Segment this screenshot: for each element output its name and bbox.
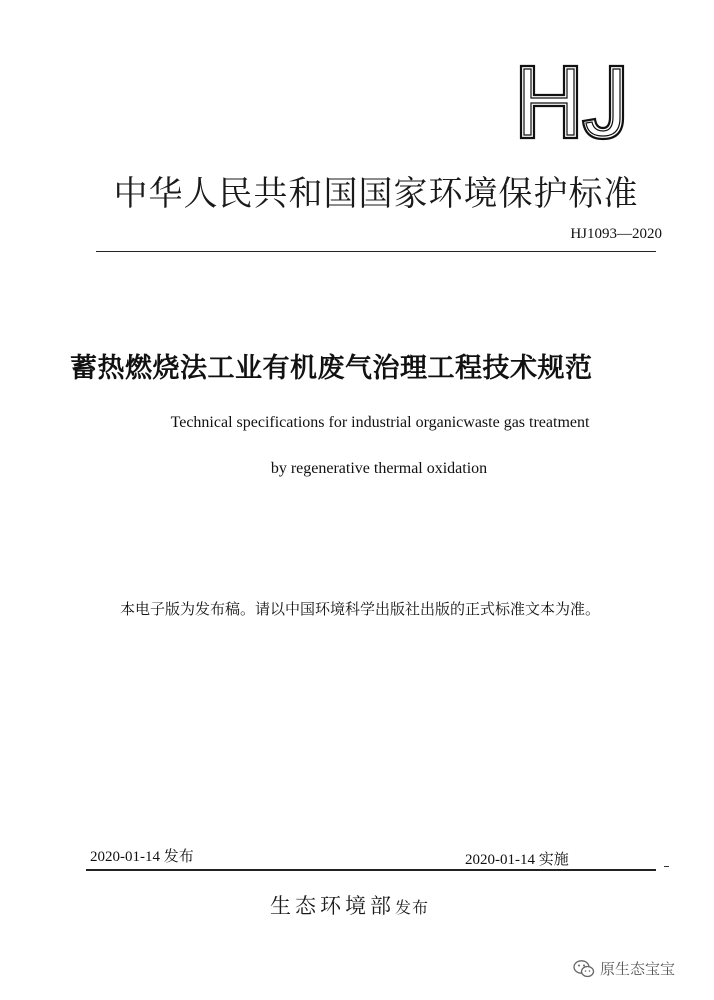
document-title-en-line1: Technical specifications for industrial organicwaste gas treatment — [170, 414, 590, 431]
header-divider — [96, 251, 656, 252]
publisher-action: 发布 — [395, 898, 430, 917]
document-title-en-line2: by regenerative thermal oxidation — [270, 460, 488, 477]
document-title-zh: 蓄热燃烧法工业有机废气治理工程技术规范 — [70, 353, 593, 384]
hj-logo — [517, 62, 643, 142]
watermark — [573, 958, 675, 979]
footer-divider — [86, 869, 656, 871]
wechat-icon — [573, 959, 595, 979]
publisher — [270, 890, 429, 920]
standard-number: HJ1093—2020 — [570, 226, 662, 242]
publish-date-label: 发布 — [163, 847, 194, 865]
implement-date-value: 2020-01-14 — [465, 852, 535, 868]
footer-divider-tick — [664, 866, 669, 867]
watermark-text: 原生态宝宝 — [600, 960, 676, 978]
implement-date — [465, 848, 569, 869]
implement-date-label: 实施 — [538, 850, 569, 868]
edition-notice: 本电子版为发布稿。请以中国环境科学出版社出版的正式标准文本为准。 — [119, 600, 600, 618]
publish-date — [90, 845, 194, 866]
publish-date-value: 2020-01-14 — [90, 849, 160, 865]
publisher-org: 生态环境部 — [270, 894, 395, 918]
issuer-title: 中华人民共和国国家环境保护标准 — [113, 174, 639, 214]
